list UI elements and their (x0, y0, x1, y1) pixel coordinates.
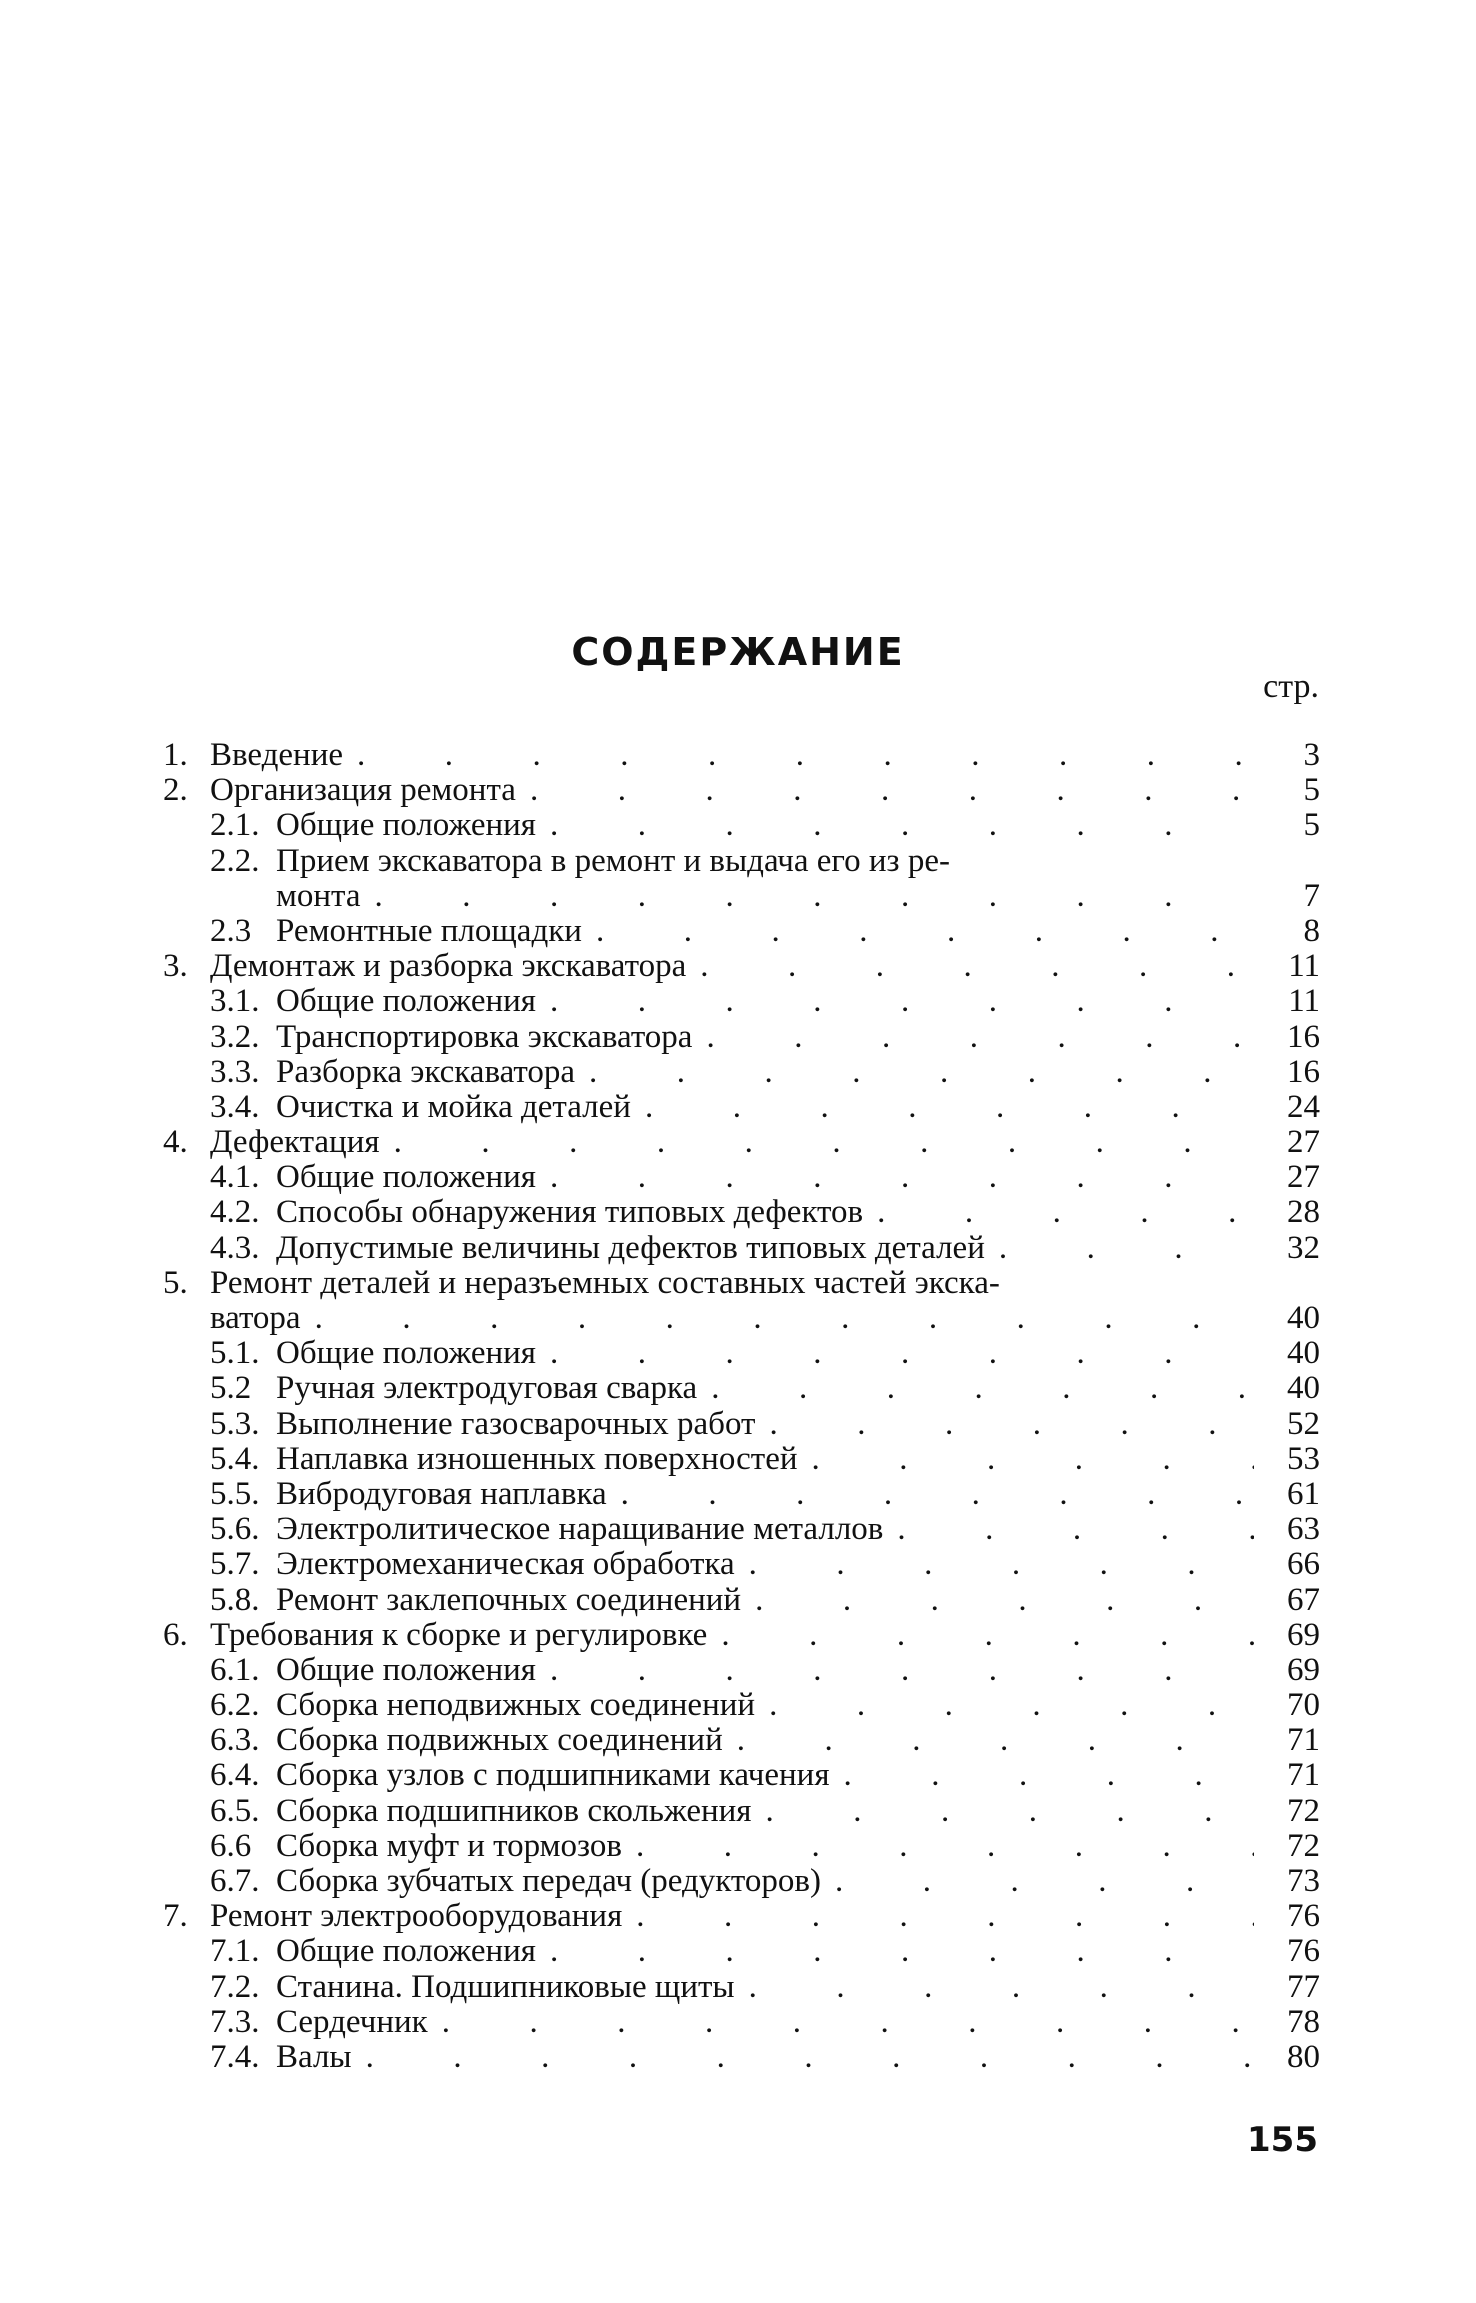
dot-leader (769, 1688, 1254, 1723)
toc-entry-number: 7.1. (210, 1933, 260, 1970)
toc-entry-number: 6.4. (210, 1757, 260, 1794)
toc-entry-page: 72 (1287, 1792, 1320, 1829)
dot-leader (442, 2005, 1254, 2040)
toc-entry (163, 1407, 1320, 1442)
toc-entry-title: Общие положения (276, 1933, 536, 1970)
toc-entry-number: 5.7. (210, 1546, 260, 1583)
toc-entry-title: Станина. Подшипниковые щиты (276, 1968, 735, 2005)
toc-entry (163, 1758, 1320, 1793)
dot-leader (897, 1512, 1254, 1547)
toc-entry-number: 4.3. (210, 1229, 260, 1266)
toc-entry-number: 3. (163, 948, 188, 985)
toc-entry-page: 71 (1287, 1757, 1320, 1794)
dot-leader (700, 949, 1254, 984)
toc-entry-number: 6.5. (210, 1792, 260, 1829)
toc-entry-title: Сборка узлов с подшипниками качения (276, 1757, 830, 1794)
toc-entry-number: 5.8. (210, 1581, 260, 1618)
dot-leader (711, 1371, 1254, 1406)
toc-entry (163, 738, 1320, 773)
toc-entry (163, 1301, 1320, 1336)
toc-entry-number: 7.4. (210, 2038, 260, 2075)
toc-entry-number: 6.3. (210, 1722, 260, 1759)
toc-entry-page: 70 (1287, 1687, 1320, 1724)
toc-entry (163, 949, 1320, 984)
toc-entry-page: 69 (1287, 1651, 1320, 1688)
dot-leader (315, 1301, 1254, 1336)
dot-leader (621, 1477, 1254, 1512)
dot-leader (636, 1829, 1254, 1864)
toc-entry-number: 6.6 (210, 1827, 252, 1864)
dot-leader (366, 2040, 1254, 2075)
toc-entry-number: 7.2. (210, 1968, 260, 2005)
dot-leader (765, 1794, 1254, 1829)
toc-entry-number: 7.3. (210, 2003, 260, 2040)
toc-entry-page: 63 (1287, 1511, 1320, 1548)
toc-entry-page: 27 (1287, 1159, 1320, 1196)
toc-entry (163, 879, 1320, 914)
toc-entry-page: 16 (1287, 1053, 1320, 1090)
toc-entry-page: 52 (1287, 1405, 1320, 1442)
dot-leader (812, 1442, 1254, 1477)
toc-entry-number: 7. (163, 1898, 188, 1935)
dot-leader (749, 1547, 1254, 1582)
toc-entry-number: 4.2. (210, 1194, 260, 1231)
toc-entry-title: Сборка подвижных соединений (276, 1722, 723, 1759)
toc-entry-number: 5.3. (210, 1405, 260, 1442)
toc-entry-page: 3 (1303, 737, 1320, 773)
toc-entry (163, 914, 1320, 949)
page-number: 155 (1247, 2120, 1318, 2160)
toc-entry-number: 5.2 (210, 1370, 252, 1407)
dot-leader (550, 984, 1254, 1019)
toc-entry-number: 6.2. (210, 1687, 260, 1724)
toc-entry-title: Очистка и мойка деталей (276, 1088, 631, 1125)
toc-entry-page: 71 (1287, 1722, 1320, 1759)
toc-entry-title: Общие положения (276, 1651, 536, 1688)
toc-entry (163, 1336, 1320, 1371)
toc-entry-title: Общие положения (276, 1159, 536, 1196)
dot-leader (394, 1125, 1254, 1160)
toc-entry-page: 5 (1303, 772, 1320, 809)
dot-leader (877, 1195, 1254, 1230)
toc-entry-title: Разборка экскаватора (276, 1053, 576, 1090)
toc-entry (163, 1864, 1320, 1899)
toc-entry (163, 1477, 1320, 1512)
toc-entry-number: 3.2. (210, 1018, 260, 1055)
toc-entry (163, 1794, 1320, 1829)
toc-entry-page: 77 (1287, 1968, 1320, 2005)
toc-entry-page: 8 (1303, 912, 1320, 949)
toc-entry-page: 53 (1287, 1440, 1320, 1477)
toc-entry (163, 1125, 1320, 1160)
toc-entry-page: 80 (1287, 2038, 1320, 2075)
toc-entry-title: Способы обнаружения типовых дефектов (276, 1194, 864, 1231)
toc-entry-page: 72 (1287, 1827, 1320, 1864)
toc-entry-title: Прием экскаватора в ремонт и выдача его из ре- (276, 842, 950, 879)
toc-entry-page: 78 (1287, 2003, 1320, 2040)
toc-entry-title: Ручная электродуговая сварка (276, 1370, 698, 1407)
toc-entry-page: 66 (1287, 1546, 1320, 1583)
dot-leader (375, 879, 1254, 914)
toc-entry (163, 1583, 1320, 1618)
dot-leader (550, 1934, 1254, 1969)
toc-entry-title: Требования к сборке и регулировке (210, 1616, 708, 1653)
toc-entry (163, 1512, 1320, 1547)
toc-entry (163, 773, 1320, 808)
toc-entry-page: 28 (1287, 1194, 1320, 1231)
toc-entry-number: 5.1. (210, 1335, 260, 1372)
toc-entry-page: 16 (1287, 1018, 1320, 1055)
toc-entry (163, 1618, 1320, 1653)
dot-leader (589, 1055, 1254, 1090)
dot-leader (550, 1336, 1254, 1371)
toc-entry-title: Ремонтные площадки (276, 912, 582, 949)
dot-leader (550, 1653, 1254, 1688)
toc-entry-page: 7 (1303, 877, 1320, 914)
toc-entry-number: 3.4. (210, 1088, 260, 1125)
toc-entry-number: 2.3 (210, 912, 252, 949)
toc-entry-title: Ремонт деталей и неразъемных составных частей экска- (210, 1264, 1000, 1301)
toc-entry-title: Дефектация (210, 1124, 380, 1161)
toc-entry-page: 69 (1287, 1616, 1320, 1653)
dot-leader (737, 1723, 1254, 1758)
toc-entry-page: 40 (1287, 1335, 1320, 1372)
dot-leader (550, 1160, 1254, 1195)
toc-entry-title: Сборка неподвижных соединений (276, 1687, 756, 1724)
toc-entry-number: 2.1. (210, 807, 260, 844)
dot-leader (596, 914, 1254, 949)
toc-entry-page: 11 (1288, 948, 1320, 985)
toc-entry (163, 1547, 1320, 1582)
toc-entry-number: 6.1. (210, 1651, 260, 1688)
toc-entry-number: 5.4. (210, 1440, 260, 1477)
toc-entry-page: 73 (1287, 1863, 1320, 1899)
toc-entry-title: Вибродуговая наплавка (276, 1475, 607, 1512)
toc-entry-page: 67 (1287, 1581, 1320, 1618)
table-of-contents (163, 738, 1320, 2075)
toc-entry-page: 27 (1287, 1124, 1320, 1161)
toc-entry (163, 1934, 1320, 1969)
toc-entry (163, 1653, 1320, 1688)
toc-entry (163, 1442, 1320, 1477)
toc-entry-number: 5.6. (210, 1511, 260, 1548)
toc-entry-page: 40 (1287, 1370, 1320, 1407)
toc-entry-title: Сборка зубчатых передач (редукторов) (276, 1863, 821, 1899)
toc-entry-number: 4. (163, 1124, 188, 1161)
toc-entry (163, 1020, 1320, 1055)
toc-entry (163, 1723, 1320, 1758)
toc-entry-title: Общие положения (276, 983, 536, 1020)
toc-entry-title: Ремонт электрооборудования (210, 1898, 623, 1935)
dot-leader (721, 1618, 1254, 1653)
page-title: СОДЕРЖАНИЕ (571, 630, 905, 674)
toc-entry (163, 1829, 1320, 1864)
toc-entry (163, 808, 1320, 843)
toc-entry-number: 5.5. (210, 1475, 260, 1512)
dot-leader (749, 1970, 1254, 2005)
toc-entry-number: 4.1. (210, 1159, 260, 1196)
dot-leader (706, 1020, 1254, 1055)
toc-entry-title: Демонтаж и разборка экскаватора (210, 948, 687, 985)
dot-leader (645, 1090, 1254, 1125)
toc-entry-number: 2.2. (210, 842, 260, 879)
toc-entry-title: ватора (210, 1300, 301, 1336)
toc-entry (163, 1899, 1320, 1934)
toc-entry (163, 1371, 1320, 1406)
dot-leader (550, 808, 1254, 843)
toc-entry-page: 76 (1287, 1898, 1320, 1935)
dot-leader (999, 1231, 1254, 1266)
toc-entry (163, 2040, 1320, 2075)
toc-entry (163, 1195, 1320, 1230)
toc-entry-page: 40 (1287, 1300, 1320, 1336)
toc-entry-number: 6. (163, 1616, 188, 1653)
toc-entry-title: Допустимые величины дефектов типовых деталей (276, 1229, 985, 1266)
dot-leader (769, 1407, 1254, 1442)
toc-entry (163, 2005, 1320, 2040)
toc-entry-number: 3.3. (210, 1053, 260, 1090)
toc-entry-number: 5. (163, 1264, 188, 1301)
toc-entry (163, 1160, 1320, 1195)
toc-entry-page: 11 (1288, 983, 1320, 1020)
toc-entry-number: 3.1. (210, 983, 260, 1020)
toc-entry (163, 1970, 1320, 2005)
toc-entry-title: Электромеханическая обработка (276, 1546, 735, 1583)
toc-entry (163, 844, 1320, 879)
toc-entry-title: Транспортировка экскаватора (276, 1018, 693, 1055)
toc-entry (163, 1055, 1320, 1090)
toc-entry-page: 24 (1287, 1088, 1320, 1125)
toc-entry (163, 1266, 1320, 1301)
dot-leader (755, 1583, 1254, 1618)
dot-leader (844, 1758, 1255, 1793)
toc-entry (163, 1090, 1320, 1125)
dot-leader (636, 1899, 1254, 1934)
toc-entry-title: монта (276, 877, 361, 914)
toc-entry (163, 984, 1320, 1019)
toc-entry-title: Сборка подшипников скольжения (276, 1792, 752, 1829)
dot-leader (835, 1864, 1254, 1899)
toc-entry-title: Выполнение газосварочных работ (276, 1405, 756, 1442)
toc-entry-title: Электролитическое наращивание металлов (276, 1511, 884, 1548)
toc-entry-title: Организация ремонта (210, 772, 516, 809)
dot-leader (530, 773, 1254, 808)
toc-entry-page: 76 (1287, 1933, 1320, 1970)
toc-entry-title: Сердечник (276, 2003, 428, 2040)
toc-entry (163, 1688, 1320, 1723)
page-column-label: стр. (1263, 668, 1319, 705)
toc-entry-title: Общие положения (276, 1335, 536, 1372)
toc-entry-title: Введение (210, 737, 344, 773)
toc-entry-title: Сборка муфт и тормозов (276, 1827, 622, 1864)
toc-entry-page: 5 (1303, 807, 1320, 844)
toc-entry (163, 1231, 1320, 1266)
toc-entry-title: Валы (276, 2038, 352, 2075)
dot-leader (357, 738, 1254, 773)
toc-entry-title: Ремонт заклепочных соединений (276, 1581, 742, 1618)
toc-entry-title: Общие положения (276, 807, 536, 844)
toc-entry-number: 1. (163, 737, 188, 773)
toc-entry-page: 61 (1287, 1475, 1320, 1512)
toc-entry-title: Наплавка изношенных поверхностей (276, 1440, 798, 1477)
toc-entry-number: 2. (163, 772, 188, 809)
toc-entry-number: 6.7. (210, 1863, 260, 1899)
toc-entry-page: 32 (1287, 1229, 1320, 1266)
